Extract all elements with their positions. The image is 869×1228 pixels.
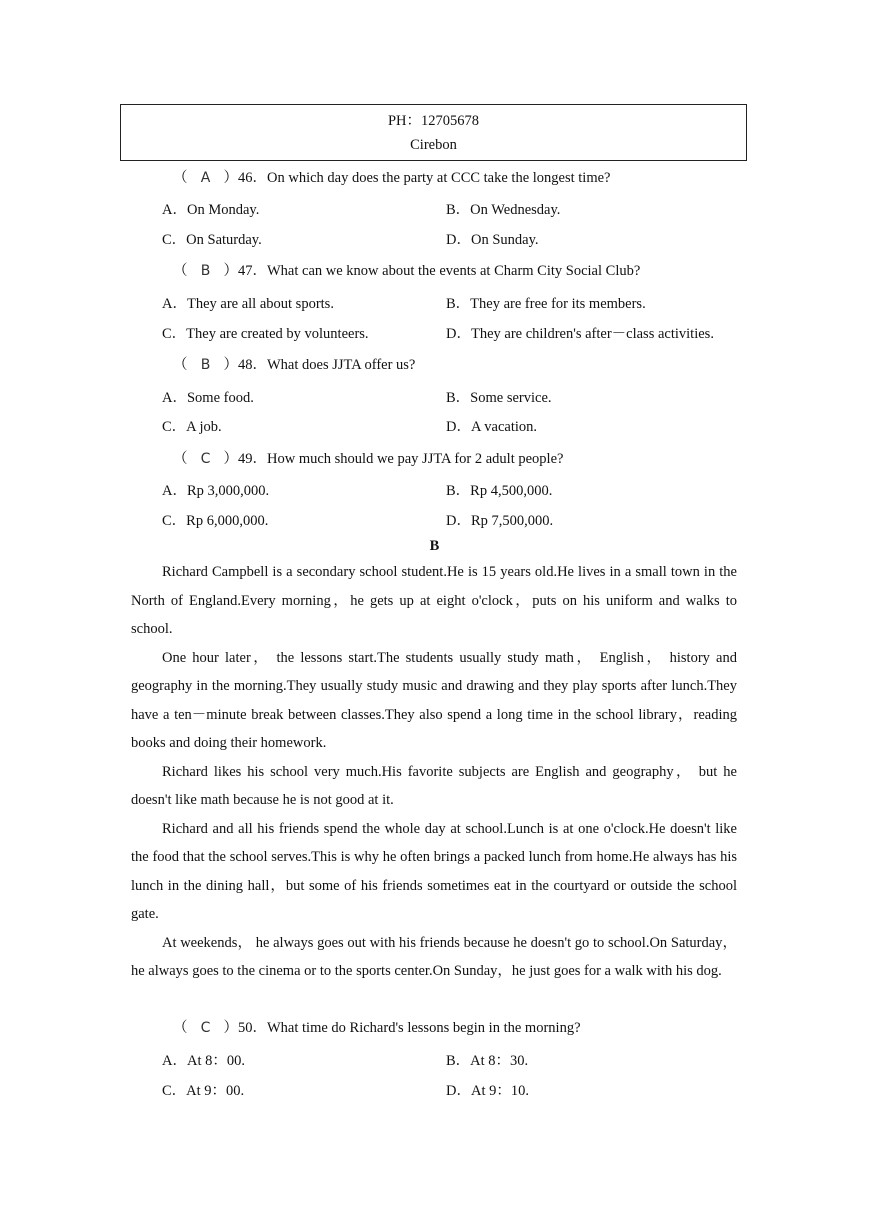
passage-paragraph-4: Richard and all his friends spend the whole day at school.Lunch is at one o'clock.He doesn't like the food that the school serves.This is why he often brings a packed lunch from home.He always has his lunch in the dining hall，but some of his friends sometimes eat in the courtyard or outside the school gate. [131, 820, 737, 922]
close-paren: ） [223, 357, 238, 373]
header-phone: PH：12705678 [387, 113, 480, 129]
option-47-d: D．They are children's after－class activities. [446, 326, 714, 342]
question-48 [173, 353, 415, 374]
answer-50: C [200, 1020, 211, 1036]
passage-paragraph-1: Richard Campbell is a secondary school student.He is 15 years old.He lives in a small town in the North of England.Every morning，he gets up at eight o'clock，puts on his uniform and walks to school. [131, 564, 737, 637]
option-48-b: B．Some service. [446, 390, 552, 406]
question-number: 48． [238, 357, 267, 373]
option-50-c: C．At 9：00. [162, 1083, 245, 1099]
option-50-d: D．At 9：10. [446, 1083, 529, 1099]
question-number: 50． [238, 1020, 267, 1036]
open-paren: （ [173, 1020, 188, 1036]
option-46-b: B．On Wednesday. [446, 202, 561, 218]
passage-paragraph-2: One hour later， the lessons start.The students usually study math， English， history and geography in the morning.They usually study music and drawing and they play sports after lunch.They have a ten－minute break between classes.They also spend a long time in the school library，reading books and doing their homework. [131, 649, 737, 751]
question-49 [173, 447, 563, 468]
passage-paragraph-3: Richard likes his school very much.His favorite subjects are English and geography， but he doesn't like math because he is not good at it. [131, 763, 737, 808]
option-47-b: B．They are free for its members. [446, 296, 646, 312]
answer-46: A [200, 170, 211, 186]
option-48-d: D．A vacation. [446, 419, 538, 435]
question-text: How much should we pay JJTA for 2 adult people? [267, 451, 564, 467]
close-paren: ） [223, 263, 238, 279]
question-46 [173, 166, 611, 187]
close-paren: ） [223, 451, 238, 467]
option-46-d: D．On Sunday. [446, 232, 539, 248]
passage-paragraph-5: At weekends， he always goes out with his friends because he doesn't go to school.On Saturday，he always goes to the cinema or to the sports center.On Sunday，he just goes for a walk with his dog. [131, 934, 737, 979]
question-number: 49． [238, 451, 267, 467]
answer-47: B [200, 263, 211, 279]
question-text: What can we know about the events at Charm City Social Club? [267, 263, 641, 279]
option-46-c: C．On Saturday. [162, 232, 262, 248]
open-paren: （ [173, 170, 188, 186]
option-49-c: C．Rp 6,000,000. [162, 513, 269, 529]
answer-48: B [200, 357, 211, 373]
header-location: Cirebon [410, 137, 457, 153]
open-paren: （ [173, 451, 188, 467]
question-text: What time do Richard's lessons begin in the morning? [267, 1020, 581, 1036]
open-paren: （ [173, 357, 188, 373]
option-47-c: C．They are created by volunteers. [162, 326, 369, 342]
close-paren: ） [223, 170, 238, 186]
section-title-b: B [429, 538, 440, 554]
question-50 [173, 1016, 581, 1037]
option-50-b: B．At 8：30. [446, 1053, 529, 1069]
question-number: 46． [238, 170, 267, 186]
option-49-b: B．Rp 4,500,000. [446, 483, 553, 499]
option-47-a: A．They are all about sports. [162, 296, 334, 312]
answer-49: C [200, 451, 211, 467]
question-text: On which day does the party at CCC take the longest time? [267, 170, 611, 186]
question-number: 47． [238, 263, 267, 279]
option-46-a: A．On Monday. [162, 202, 260, 218]
option-50-a: A．At 8：00. [162, 1053, 245, 1069]
option-48-a: A．Some food. [162, 390, 254, 406]
close-paren: ） [223, 1020, 238, 1036]
question-text: What does JJTA offer us? [267, 357, 416, 373]
option-48-c: C．A job. [162, 419, 222, 435]
open-paren: （ [173, 263, 188, 279]
reading-passage [131, 558, 737, 986]
option-49-a: A．Rp 3,000,000. [162, 483, 270, 499]
header-box [120, 104, 747, 161]
question-47 [173, 259, 640, 280]
option-49-d: D．Rp 7,500,000. [446, 513, 554, 529]
